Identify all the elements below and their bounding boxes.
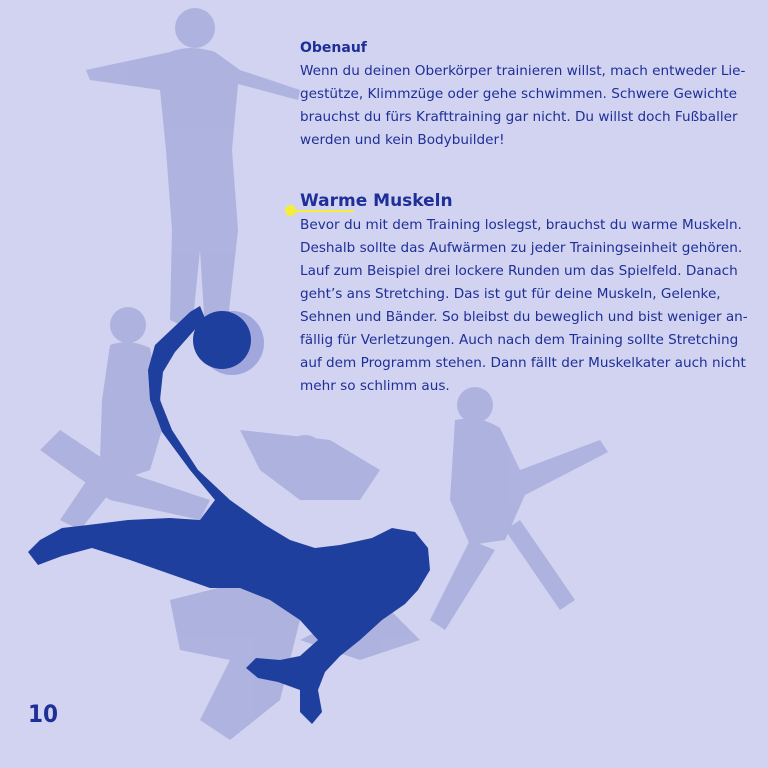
ghost-player-right-kick [430,387,608,630]
page-number: 10 [28,700,59,728]
section-heading: Warme Muskeln [300,191,453,211]
section-warme-muskeln [300,190,748,398]
ball [193,311,251,369]
section-heading: Obenauf [300,40,367,56]
section-body: Bevor du mit dem Training loslegst, brauchst du warme Muskeln. Deshalb sollte das Aufwärmen zu jeder Trainingseinheit gehören. Lauf zum Beispiel drei lockere Runden um das Spielfeld. Danach geht’s ans Stretching. Das ist gut für deine Muskeln, Gelenke, Sehnen und Bänder. So bleibst du beweglich und bist weniger an-fällig für Verletzungen. Auch nach dem Training sollte Stretching auf dem Programm stehen. Dann fällt der Muskelkater auch nicht mehr so schlimm aus. [300,217,748,394]
section-obenauf [300,38,748,152]
ghost-player-standing [86,8,300,330]
section-body: Wenn du deinen Oberkörper trainieren willst, mach entweder Lie-gestütze, Klimmzüge oder gehe schwimmen. Schwere Gewichte brauchst du fürs Krafttraining gar nicht. Du willst doch Fußballer werden und kein Bodybuilder! [300,63,746,148]
